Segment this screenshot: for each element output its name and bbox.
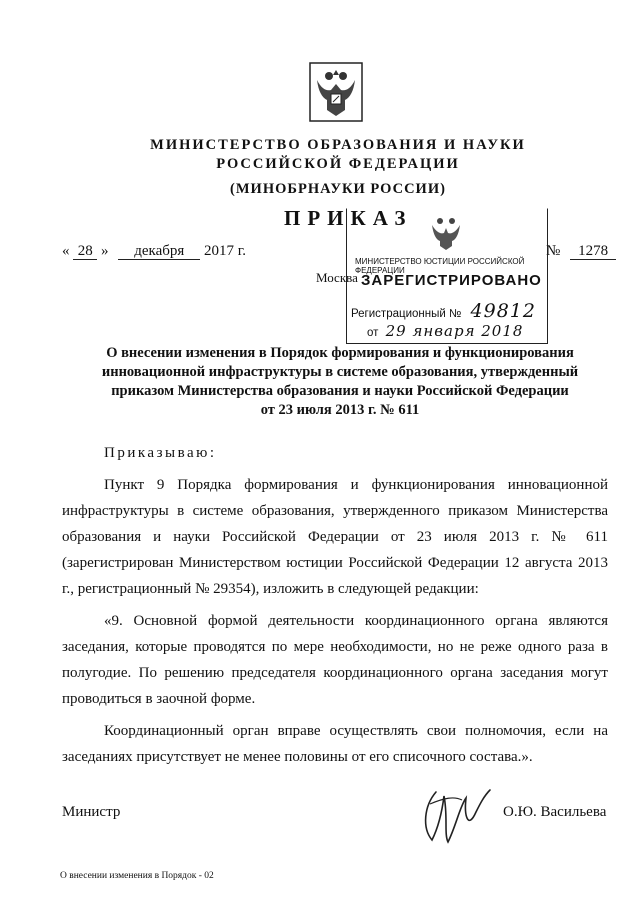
- document-footer: О внесении изменения в Порядок - 02: [60, 871, 214, 881]
- stamp-reg-number: 49812: [470, 300, 536, 322]
- title-line1: О внесении изменения в Порядок формирования и функционирования: [106, 345, 574, 361]
- date-close-quote: »: [101, 243, 109, 259]
- order-title: [80, 344, 600, 420]
- stamp-date-row: [367, 322, 523, 340]
- order-city: Москва: [316, 270, 358, 285]
- order-body: [62, 440, 608, 770]
- date-year: 2017 г.: [204, 243, 246, 259]
- order-verb: Приказываю:: [104, 445, 217, 461]
- order-heading: ПРИКАЗ: [284, 206, 413, 230]
- stamp-reg-number-row: [351, 300, 536, 322]
- stamp-emblem-icon: [429, 213, 463, 251]
- ministry-name-line2: РОССИЙСКОЙ ФЕДЕРАЦИИ: [216, 156, 460, 172]
- stamp-registered: ЗАРЕГИСТРИРОВАНО: [361, 272, 542, 289]
- signature-name: О.Ю. Васильева: [503, 804, 607, 820]
- order-number-value: 1278: [570, 243, 616, 260]
- date-month: декабря: [118, 243, 200, 260]
- order-date: [62, 243, 246, 260]
- body-paragraph-3: Координационный орган вправе осуществлять свои полномочия, если на заседаниях присутствует не менее половины от его списочного состава.».: [62, 723, 608, 765]
- title-line3: приказом Министерства образования и науки Российской Федерации: [111, 383, 569, 399]
- handwritten-signature: [414, 782, 498, 848]
- ministry-short-name: (МИНОБРНАУКИ РОССИИ): [230, 181, 446, 197]
- ministry-name-line1: МИНИСТЕРСТВО ОБРАЗОВАНИЯ И НАУКИ: [150, 137, 526, 153]
- number-sign: №: [546, 243, 561, 259]
- registration-stamp: [346, 208, 548, 344]
- date-open-quote: «: [62, 243, 70, 259]
- order-number: [546, 243, 616, 260]
- coat-of-arms-icon: [309, 62, 363, 122]
- title-line4: от 23 июля 2013 г. № 611: [260, 402, 420, 418]
- stamp-date-value: 29 января 2018: [385, 322, 524, 340]
- body-paragraph-2: «9. Основной формой деятельности координационного органа являются заседания, которые проводятся по мере необходимости, но не реже одного раза в полугодие. По решению председателя координационного органа заседания могут проводиться в заочной форме.: [62, 613, 608, 707]
- stamp-agency: МИНИСТЕРСТВО ЮСТИЦИИ РОССИЙСКОЙ ФЕДЕРАЦИИ: [355, 257, 525, 275]
- date-day: 28: [73, 243, 97, 260]
- signature-position: Министр: [62, 804, 121, 820]
- body-paragraph-1: Пункт 9 Порядка формирования и функционирования инновационной инфраструктуры в системе образования, утвержденного приказом Министерства образования и науки Российской Федерации от 23 июля 2013 г. № 611 (зарегистрирован Министерством юстиции Российской Федерации 12 августа 2013 г., регистрационный № 29354), изложить в следующей редакции:: [62, 477, 608, 597]
- stamp-reg-label: Регистрационный №: [351, 308, 462, 320]
- stamp-date-label: от: [367, 327, 379, 339]
- title-line2: инновационной инфраструктуры в системе образования, утвержденный: [101, 364, 579, 380]
